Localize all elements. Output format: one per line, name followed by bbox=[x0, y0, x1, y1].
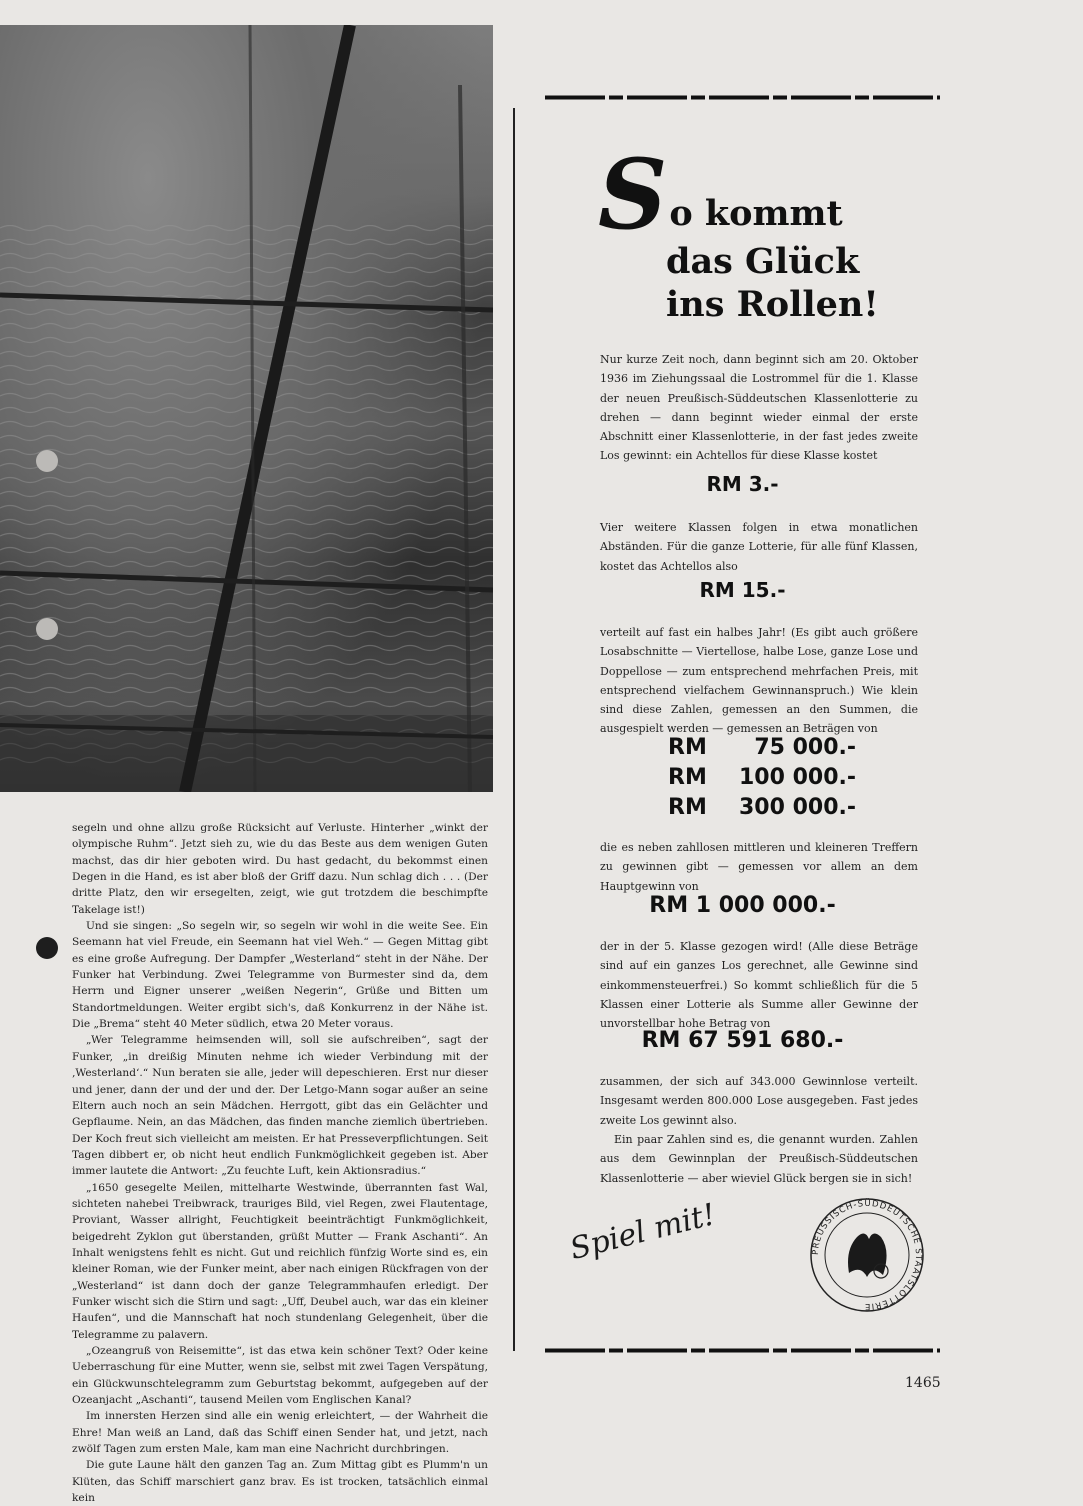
prize-row bbox=[668, 763, 856, 793]
sea-photo bbox=[0, 25, 493, 792]
column-divider bbox=[513, 108, 515, 1351]
prize-value: 100 000.- bbox=[739, 765, 856, 790]
punch-hole bbox=[36, 618, 58, 640]
amount-1: RM 3.- bbox=[706, 472, 779, 496]
article-paragraph: „1650 gesegelte Meilen, mittelharte Westwinde, überrannten fast Wal, sichteten nahebei Treibwrack, trauriges Bild, viel Regen, zwei Flautentage, Proviant, Wasser allright, Feuchtigkeit beeinträchtigt Funkmöglichkeit, beigedreht Zyklon gut überstanden, grüßt Mutter — Frank Aschanti“. An Inhalt wenigstens fehlt es nicht. Gut und reichlich fünfzig Worte sind es, ein kleiner Roman, wie der Funker meint, aber nach einigen Rückfragen von der „Westerland“ ist dann doch der ganze Telegrammhaufen erledigt. Der Funker wischt sich die Stirn und sagt: „Uff, Deubel auch, war das ein kleiner Haufen“, und die Mannschaft hat noch stundenlang Gelegenheit, über die Telegramme zu palavern. bbox=[72, 1181, 488, 1341]
article-paragraph: Im innersten Herzen sind alle ein wenig erleichtert, — der Wahrheit die Ehre! Man weiß an Land, daß das Schiff einen Sender hat, und jetzt, nach zwölf Tagen zum ersten Male, kam man eine Nachricht durchbringen. bbox=[72, 1410, 488, 1456]
article-paragraph: „Wer Telegramme heimsenden will, soll sie aufschreiben“, sagt der Funker, „in dreißig Minuten nehme ich wieder Verbindung mit der ‚Westerland‘.“ Nun beraten sie alle, jeder will depeschieren. Erst nur dieser und jener, dann der und der und der. Der Letgo-Mann sogar außer an seine Eltern auch noch an sein Mädchen. Herrgott, gibt das ein Gelächter und Gepflaume. Nein, an das Mädchen, das finden manche ziemlich übertrieben. Der Koch freut sich vielleicht am meisten. Er hat Presseverpflichtungen. Seit Tagen dibbert er, ob nicht heut endlich Funkmöglichkeit gegeben ist. Aber immer lautete die Antwort: „Zu feuchte Luft, kein Aktionsradius.“ bbox=[72, 1034, 488, 1178]
prize-amounts bbox=[668, 733, 856, 823]
ad-paragraph-6: zusammen, der sich auf 343.000 Gewinnlose verteilt. Insgesamt werden 800.000 Lose ausgegeben. Fast jedes zweite Los gewinnt also. bbox=[600, 1075, 918, 1127]
punch-hole bbox=[36, 937, 58, 959]
article-text bbox=[72, 820, 488, 1506]
lottery-seal bbox=[807, 1195, 927, 1315]
page-number: 1465 bbox=[905, 1375, 941, 1391]
article-paragraph: Die gute Laune hält den ganzen Tag an. Zum Mittag gibt es Plumm'n un Klüten, das Schiff marschiert ganz brav. Es ist trocken, tatsächlich einmal kein bbox=[72, 1459, 488, 1505]
top-rule bbox=[545, 95, 940, 100]
article-paragraph: „Ozeangruß von Reisemitte“, ist das etwa kein schöner Text? Oder keine Ueberraschung für eine Mutter, wenn sie, selbst mit zwei Tagen Verspätung, ein Glückwunschtelegramm zum Geburtstag bekommt, aufgegeben auf der Ozeanjacht „Aschanti“, tausend Meilen vom Englischen Kanal? bbox=[72, 1345, 488, 1407]
amount-main: RM 1 000 000.- bbox=[649, 893, 836, 918]
amount-total: RM 67 591 680.- bbox=[641, 1028, 844, 1053]
ad-paragraph-7: Ein paar Zahlen sind es, die genannt wurden. Zahlen aus dem Gewinnplan der Preußisch-Süddeutschen Klassenlotterie — aber wieviel Glück bergen sie in sich! bbox=[600, 1133, 918, 1185]
punch-hole bbox=[36, 450, 58, 472]
article-paragraph: Und sie singen: „So segeln wir, so segeln wir wohl in die weite See. Ein Seemann hat viel Freude, ein Seemann hat viel Weh.“ — Gegen Mittag gibt es eine große Aufregung. Der Dampfer „Westerland“ steht in der Nähe. Der Funker hat Verbindung. Zwei Telegramme von Burmester sind da, dem Herrn und Eigner unserer „weißen Negerin“, Grüße und Bitten um Standortmeldungen. Weiter ergibt sich's, daß Konkurrenz in der Nähe ist. Die „Brema“ steht 40 Meter südlich, etwa 20 Meter voraus. bbox=[72, 920, 488, 1031]
ad-paragraph-1: Nur kurze Zeit noch, dann beginnt sich am 20. Oktober 1936 im Ziehungssaal die Lostrommel für die 1. Klasse der neuen Preußisch-Süddeutschen Klassenlotterie zu drehen — dann beginnt wieder einmal der erste Abschnitt einer Klassenlotterie, in der fast jedes zweite Los gewinnt: ein Achtellos für diese Klasse kostet bbox=[600, 353, 918, 463]
article-paragraph: segeln und ohne allzu große Rücksicht auf Verluste. Hinterher „winkt der olympische Ruhm“. Jetzt sieh zu, wie du das Beste aus dem wenigen Guten machst, das dir hier geboten wird. Du hast gedacht, du bekommst einen Degen in die Hand, es ist aber bloß der Griff dazu. Nun schlag dich . . . (Der dritte Platz, den wir ersegelten, zeigt, wie gut trotzdem die beschimpfte Takelage ist!) bbox=[72, 822, 488, 916]
ad-paragraph-3: verteilt auf fast ein halbes Jahr! (Es gibt auch größere Losabschnitte — Viertellose, halbe Lose, ganze Lose und Doppellose — zum entsprechend mehrfachen Preis, mit entsprechend vielfachem Gewinnanspruch.) Wie klein sind diese Zahlen, gemessen an den Summen, die ausgespielt werden — gemessen an Beträgen von bbox=[600, 626, 918, 736]
prize-row bbox=[668, 793, 856, 823]
amount-2: RM 15.- bbox=[699, 578, 786, 602]
headline-initial: S bbox=[598, 138, 668, 251]
headline-line-3: ins Rollen! bbox=[666, 284, 879, 325]
currency: RM bbox=[668, 765, 707, 790]
eagle-icon bbox=[848, 1233, 887, 1277]
prize-value: 75 000.- bbox=[754, 735, 856, 760]
headline-line-2: das Glück bbox=[666, 241, 860, 282]
bottom-rule bbox=[545, 1348, 940, 1353]
prize-row bbox=[668, 733, 856, 763]
currency: RM bbox=[668, 795, 707, 820]
headline-line-1: o kommt bbox=[669, 193, 843, 234]
ad-headline bbox=[598, 138, 918, 326]
ad-paragraph-5: der in der 5. Klasse gezogen wird! (Alle diese Beträge sind auf ein ganzes Los gerechnet, alle Gewinne sind einkommensteuerfrei.) So kommt schließlich für die 5 Klassen einer Lotterie als Summe aller Gewinne der unvorstellbar hohe Betrag von bbox=[600, 940, 918, 1031]
seal-text: PREUSSISCH-SÜDDEUTSCHE STAATSLOTTERIE bbox=[810, 1198, 924, 1312]
ad-paragraph-4: die es neben zahllosen mittleren und kleineren Treffern zu gewinnen gibt — gemessen vor allem an dem Hauptgewinn von bbox=[600, 841, 918, 893]
ad-paragraph-2: Vier weitere Klassen folgen in etwa monatlichen Abständen. Für die ganze Lotterie, für alle fünf Klassen, kostet das Achtellos also bbox=[600, 521, 918, 573]
signature: Spiel mit! bbox=[566, 1197, 719, 1267]
currency: RM bbox=[668, 735, 707, 760]
prize-value: 300 000.- bbox=[739, 795, 856, 820]
